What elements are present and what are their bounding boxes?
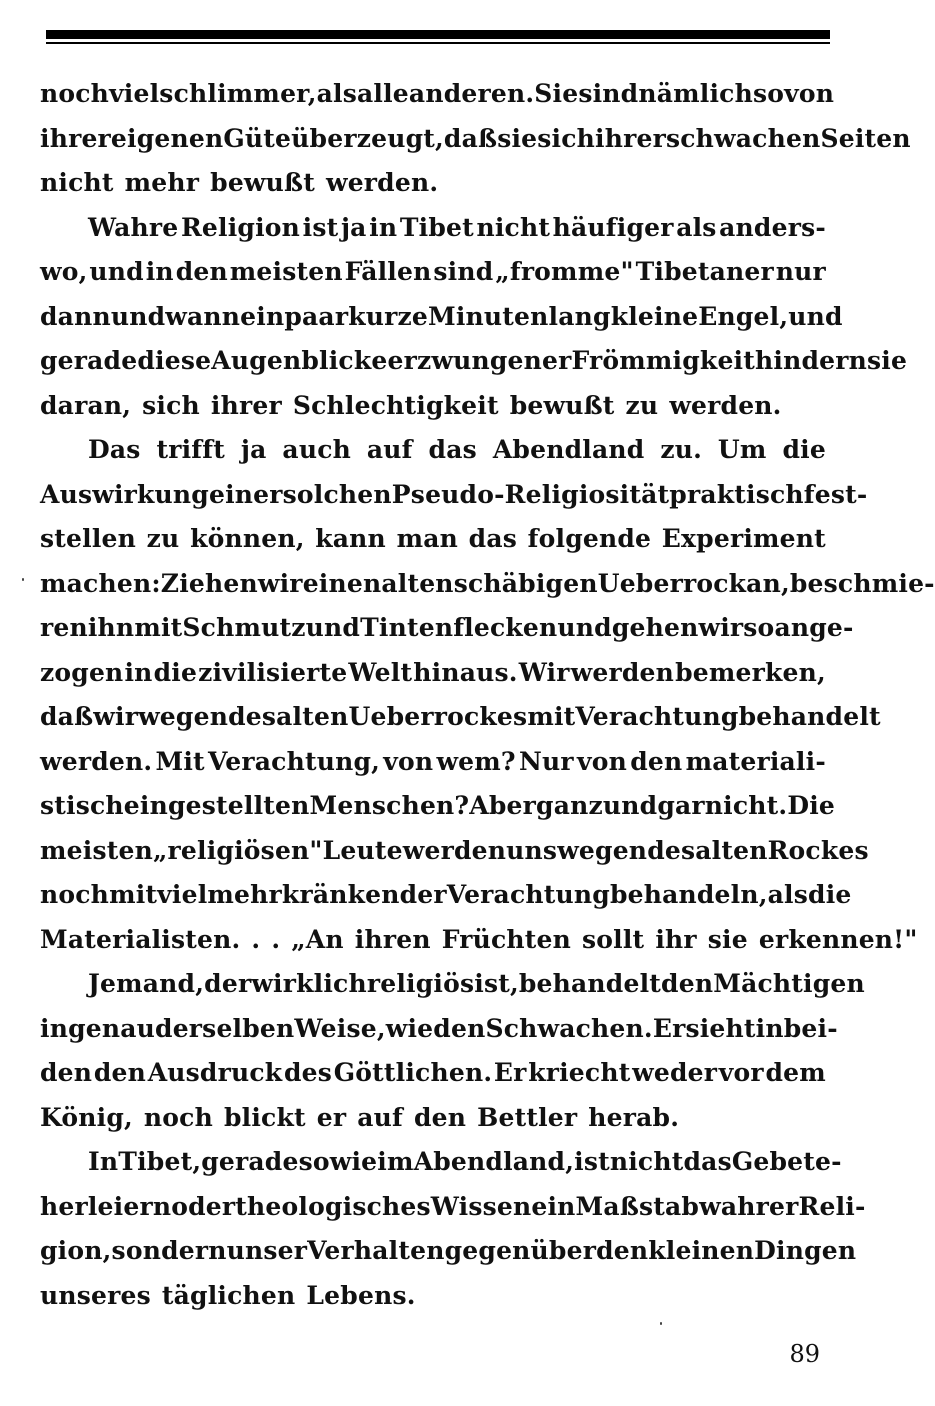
word: noch: [40, 79, 110, 108]
word: blickt: [223, 1102, 306, 1132]
word: wo,: [40, 257, 88, 286]
word: das: [428, 435, 477, 464]
word: Leute: [322, 835, 403, 865]
word: dem: [765, 1058, 826, 1087]
word: nicht.: [704, 791, 788, 820]
word: praktisch: [669, 479, 804, 509]
word: Bettler: [477, 1102, 578, 1132]
word: schwachen: [665, 123, 821, 153]
word: daran,: [40, 390, 132, 420]
word: können,: [190, 524, 305, 553]
word: alten: [381, 568, 454, 598]
word: den: [630, 746, 683, 776]
word: wegen: [557, 835, 648, 865]
text-line: [40, 206, 826, 251]
text-line: [40, 250, 826, 295]
word: unser: [226, 1236, 308, 1265]
word: sollt: [582, 924, 645, 954]
word: stellen: [40, 524, 137, 553]
word: und: [110, 301, 166, 331]
word: Wir: [518, 657, 570, 687]
word: Maßstab: [575, 1191, 700, 1221]
word: gerade: [40, 346, 138, 375]
word: des: [283, 1058, 333, 1087]
word: überzeugt,: [291, 123, 444, 153]
word: meisten: [40, 835, 153, 865]
word: Frömmigkeit: [571, 346, 755, 375]
word: Schlechtigkeit: [292, 390, 499, 420]
word: nur: [775, 257, 826, 286]
word: nämlich: [638, 79, 753, 108]
word: sieht: [685, 1013, 756, 1043]
text-line: [40, 72, 835, 117]
word: Welt: [348, 657, 413, 687]
text-line: [40, 1096, 826, 1141]
text-line: [40, 1007, 838, 1052]
text-line: [40, 1185, 866, 1230]
text-line: [40, 651, 826, 696]
word: und: [557, 613, 612, 642]
word: Materialisten.: [40, 924, 241, 954]
word: Verachtung: [446, 880, 610, 909]
word: Ueberrock: [597, 568, 747, 598]
word: .: [251, 924, 261, 954]
word: sich: [142, 390, 200, 420]
word: herleiern: [40, 1191, 172, 1221]
word: bemerken,: [675, 657, 826, 687]
word: den: [93, 1058, 147, 1087]
word: solchen: [282, 479, 392, 509]
word: als: [767, 880, 809, 909]
word: Wissen: [430, 1191, 532, 1221]
word: ange-: [774, 613, 854, 642]
word: so: [743, 613, 775, 642]
text-line: [40, 117, 911, 162]
word: ihrer: [40, 123, 111, 153]
word: der: [204, 969, 252, 998]
word: Nur: [518, 746, 574, 776]
word: kann: [315, 524, 386, 553]
word: von: [577, 746, 627, 776]
word: gehen: [611, 613, 699, 642]
word: so: [298, 1147, 330, 1176]
text-line: [40, 606, 854, 651]
word: paar: [284, 301, 349, 331]
word: gar: [657, 791, 705, 820]
text-line: [40, 295, 843, 340]
word: wir: [93, 702, 139, 731]
word: auch: [282, 435, 351, 464]
word: einen: [302, 568, 382, 598]
word: Tibet: [399, 212, 474, 242]
word: sondern: [111, 1236, 227, 1265]
word: die: [782, 435, 826, 464]
word: uns: [506, 835, 558, 865]
word: gerade: [201, 1147, 299, 1176]
word: in: [124, 657, 153, 687]
word: stisch: [40, 791, 124, 820]
word: Weise,: [294, 1013, 386, 1043]
word: In: [88, 1147, 119, 1176]
header-rule-thin: [46, 42, 830, 44]
paper-speck: [22, 578, 24, 581]
word: werden.: [40, 746, 153, 776]
text-line: [40, 784, 836, 829]
word: Schmutz: [182, 613, 306, 642]
text-line: [40, 873, 852, 918]
word: Verhalten: [307, 1236, 445, 1265]
text-line: [40, 1229, 857, 1274]
word: vor: [718, 1058, 764, 1087]
word: wem?: [436, 746, 516, 776]
word: Er: [652, 1013, 686, 1043]
word: wegen: [138, 702, 229, 731]
word: täglichen: [161, 1280, 296, 1310]
word: hindern: [755, 346, 867, 375]
word: nicht: [609, 1147, 684, 1176]
text-line: [40, 562, 935, 607]
word: Dingen: [754, 1236, 857, 1265]
word: des: [228, 702, 277, 731]
text-line: [40, 428, 826, 473]
word: alten: [276, 702, 349, 731]
word: Verachtung,: [208, 746, 381, 776]
paper-speck: [660, 1322, 662, 1325]
word: werden: [402, 835, 507, 865]
word: behandelt: [738, 702, 881, 731]
word: zivilisierte: [198, 657, 348, 687]
word: „fromme": [495, 257, 634, 286]
word: werden.: [669, 390, 782, 420]
word: materiali-: [685, 746, 826, 776]
word: Tintenflecken: [360, 613, 558, 642]
word: Minuten: [427, 301, 549, 331]
word: auf: [366, 435, 413, 464]
word: den: [596, 1236, 649, 1265]
word: oder: [171, 1191, 236, 1221]
word: ein: [240, 301, 285, 331]
word: werden: [570, 657, 675, 687]
word: daß: [443, 123, 498, 153]
word: wahrer: [699, 1191, 799, 1221]
word: das: [468, 524, 518, 553]
word: Die: [787, 791, 836, 820]
word: zu.: [660, 435, 702, 464]
word: ist: [574, 1147, 610, 1176]
word: und: [602, 791, 658, 820]
word: hinaus.: [413, 657, 518, 687]
word: nicht: [40, 168, 114, 197]
word: kränkender: [281, 880, 447, 909]
word: in: [369, 212, 398, 242]
word: „religiösen": [152, 835, 323, 865]
word: wann: [165, 301, 241, 331]
word: ja: [240, 435, 267, 464]
word: er: [316, 1102, 347, 1132]
word: fest-: [803, 479, 868, 509]
word: ein: [531, 1191, 576, 1221]
word: wir: [257, 568, 303, 598]
word: ihn: [87, 613, 135, 642]
word: Göttlichen.: [333, 1058, 493, 1087]
word: viel: [109, 79, 160, 108]
text-line: [40, 918, 918, 963]
word: Das: [88, 435, 141, 464]
word: bei-: [783, 1013, 838, 1043]
word: ja: [340, 212, 367, 242]
word: mehr: [124, 168, 200, 197]
word: mit: [134, 613, 183, 642]
word: lang: [548, 301, 611, 331]
word: man: [396, 524, 459, 553]
word: Früchten: [441, 924, 572, 954]
body-text: [40, 72, 935, 1318]
word: behandelt: [518, 969, 662, 998]
word: Reli-: [798, 1191, 866, 1221]
word: gion,: [40, 1236, 112, 1265]
word: dann: [40, 301, 111, 331]
word: ihren: [354, 924, 431, 954]
word: Mächtigen: [713, 969, 865, 998]
word: ganz: [536, 791, 603, 820]
word: anderen.: [408, 79, 535, 108]
word: den: [413, 1102, 467, 1132]
word: König,: [40, 1102, 133, 1132]
word: zogen: [40, 657, 124, 687]
word: theologisches: [235, 1191, 431, 1221]
text-line: [40, 1274, 826, 1319]
word: nicht: [476, 212, 551, 242]
text-line: [40, 1051, 826, 1096]
word: Rockes: [767, 835, 869, 865]
word: Jemand,: [88, 969, 205, 998]
word: Um: [717, 435, 767, 464]
word: ist,: [474, 969, 519, 998]
word: Wahre: [88, 212, 179, 242]
text-line: [40, 384, 826, 429]
word: derselben: [155, 1013, 295, 1043]
word: ist: [302, 212, 339, 242]
word: unseres: [40, 1280, 151, 1310]
word: sie: [707, 924, 748, 954]
word: sich: [537, 123, 596, 153]
word: zu: [146, 524, 180, 553]
word: ihrer: [210, 390, 282, 420]
word: mehr: [207, 880, 282, 909]
word: genau: [68, 1013, 156, 1043]
word: wirklich: [251, 969, 367, 998]
word: Sie: [534, 79, 579, 108]
word: die: [808, 880, 852, 909]
word: herab.: [588, 1102, 680, 1132]
word: an,: [746, 568, 790, 598]
word: sind: [578, 79, 639, 108]
word: schlimmer,: [159, 79, 317, 108]
word: bewußt: [509, 390, 615, 420]
word: des: [647, 835, 696, 865]
word: Auswirkung: [40, 479, 209, 509]
word: werden.: [325, 168, 439, 197]
word: den: [433, 1013, 486, 1043]
word: und: [89, 257, 144, 286]
word: gegenüber: [444, 1236, 597, 1265]
word: behandeln,: [609, 880, 768, 909]
word: anders-: [719, 212, 826, 242]
text-line: [40, 740, 826, 785]
word: viel: [157, 880, 208, 909]
word: alle: [357, 79, 409, 108]
word: Ausdruck: [147, 1058, 283, 1087]
word: kriecht: [528, 1058, 631, 1087]
word: erzwungener: [387, 346, 572, 375]
word: ihrer: [595, 123, 666, 153]
word: mit: [109, 880, 158, 909]
word: machen:: [40, 568, 161, 598]
word: Mit: [155, 746, 205, 776]
text-line: [40, 473, 868, 518]
word: Engel,: [698, 301, 789, 331]
word: folgende: [527, 524, 652, 553]
word: in: [755, 1013, 784, 1043]
word: in: [145, 257, 174, 286]
word: Tibet,: [118, 1147, 202, 1176]
word: so: [752, 79, 785, 108]
word: Experiment: [661, 524, 826, 553]
word: Aber: [469, 791, 537, 820]
word: Güte: [223, 123, 292, 153]
word: wie: [385, 1013, 434, 1043]
word: mit: [527, 702, 576, 731]
word: Abendland: [492, 435, 645, 464]
word: eigenen: [110, 123, 224, 153]
word: in: [40, 1013, 69, 1043]
word: noch: [143, 1102, 213, 1132]
word: wir: [698, 613, 744, 642]
word: Schwachen.: [485, 1013, 653, 1043]
word: Ziehen: [160, 568, 258, 598]
word: von: [784, 79, 835, 108]
word: und: [305, 613, 361, 642]
text-line: [40, 1140, 842, 1185]
word: Pseudo-Religiosität: [391, 479, 670, 509]
word: bewußt: [210, 168, 315, 197]
word: beschmie-: [789, 568, 935, 598]
word: von: [383, 746, 434, 776]
word: Augenblicke: [211, 346, 388, 375]
word: zu: [625, 390, 659, 420]
word: kleine: [610, 301, 699, 331]
word: kurze: [348, 301, 428, 331]
word: „An: [291, 924, 344, 954]
word: Seiten: [820, 123, 911, 153]
word: sie: [866, 346, 908, 375]
word: noch: [40, 880, 110, 909]
word: als: [316, 79, 358, 108]
word: auf: [357, 1102, 403, 1132]
word: trifft: [156, 435, 225, 464]
word: meisten: [229, 257, 343, 286]
word: diese: [137, 346, 212, 375]
word: das: [683, 1147, 732, 1176]
word: religiös: [366, 969, 475, 998]
word: Tibetaner: [635, 257, 774, 286]
word: weder: [632, 1058, 718, 1087]
text-line: [40, 517, 826, 562]
page-number: 89: [789, 1340, 820, 1368]
word: Gebete-: [731, 1147, 842, 1176]
word: als: [676, 212, 717, 242]
word: Menschen?: [309, 791, 470, 820]
word: einer: [209, 479, 283, 509]
word: ihr: [655, 924, 697, 954]
word: eingestellten: [123, 791, 310, 820]
word: sind: [433, 257, 494, 286]
word: Verachtung: [575, 702, 739, 731]
word: im: [377, 1147, 414, 1176]
word: alten: [695, 835, 768, 865]
word: kleinen: [648, 1236, 755, 1265]
text-line: [40, 339, 908, 384]
word: schäbigen: [453, 568, 598, 598]
text-line: [40, 161, 826, 206]
word: und: [788, 301, 843, 331]
text-line: [40, 962, 865, 1007]
word: ren: [40, 613, 88, 642]
word: die: [153, 657, 198, 687]
text-line: [40, 695, 881, 740]
word: den: [40, 1058, 93, 1087]
word: Er: [493, 1058, 527, 1087]
header-rule: [46, 30, 830, 39]
word: häufiger: [552, 212, 674, 242]
word: erkennen!": [758, 924, 918, 954]
word: Fällen: [344, 257, 432, 286]
word: Ueberrockes: [348, 702, 528, 731]
word: Abendland,: [413, 1147, 575, 1176]
text-line: [40, 829, 869, 874]
word: den: [175, 257, 228, 286]
word: den: [661, 969, 714, 998]
word: .: [271, 924, 281, 954]
word: daß: [40, 702, 94, 731]
word: wie: [329, 1147, 378, 1176]
word: Religion: [180, 212, 301, 242]
word: sie: [497, 123, 538, 153]
word: Lebens.: [306, 1280, 416, 1310]
